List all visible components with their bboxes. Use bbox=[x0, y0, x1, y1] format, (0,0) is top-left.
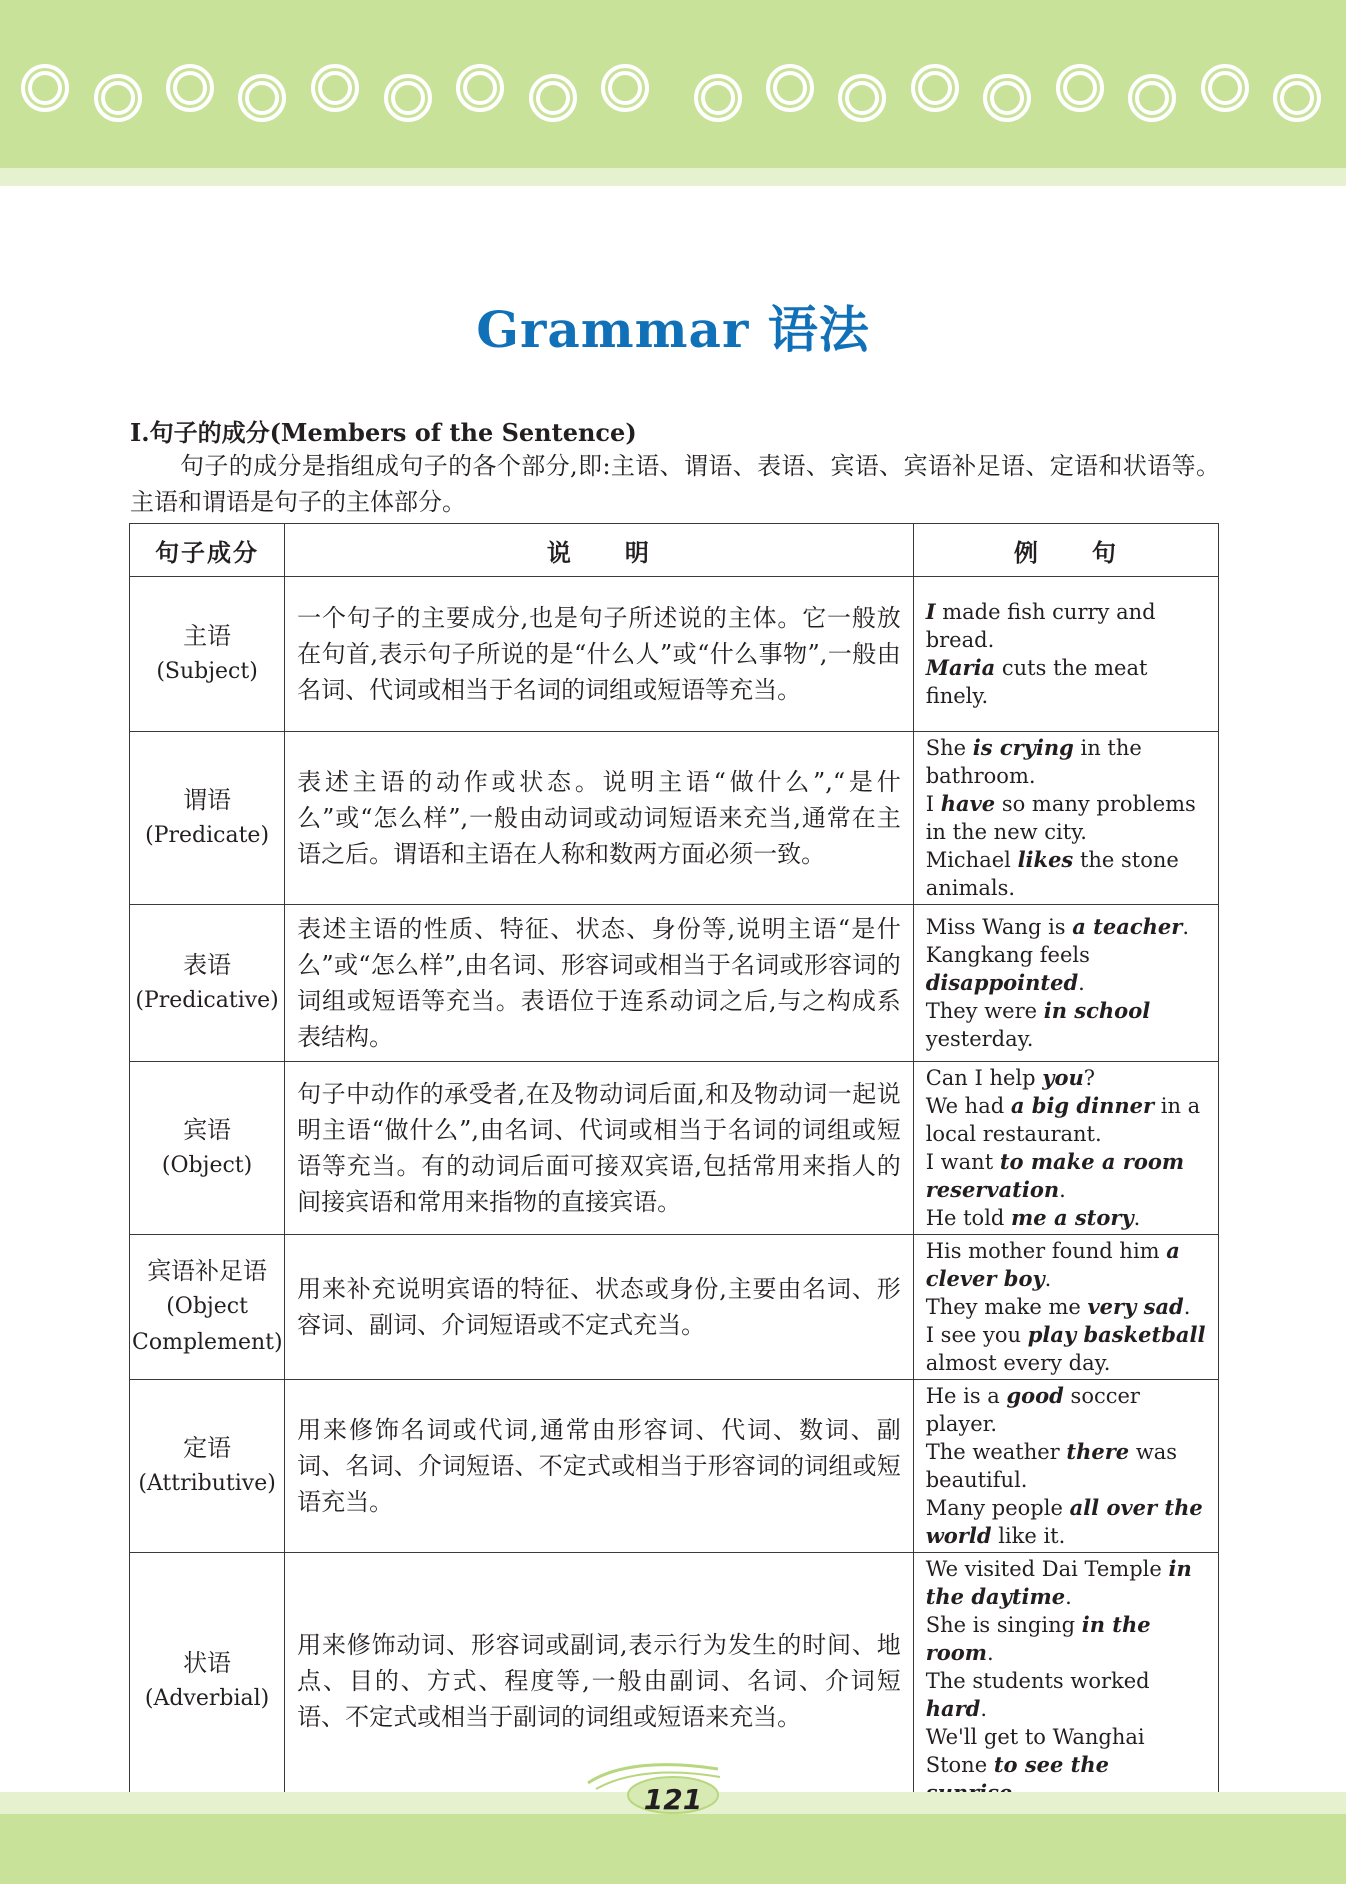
row-term-cell bbox=[130, 1235, 285, 1380]
term-english: (Predicate) bbox=[145, 823, 270, 848]
example-emphasis: hard bbox=[925, 1696, 981, 1721]
example-emphasis: a big dinner bbox=[1010, 1093, 1155, 1118]
example-sentence bbox=[926, 997, 1206, 1053]
table-row bbox=[130, 905, 1219, 1062]
section-heading: Ⅰ.句子的成分(Members of the Sentence) bbox=[130, 418, 637, 447]
example-sentence bbox=[926, 1438, 1206, 1494]
example-sentence bbox=[926, 1293, 1206, 1321]
example-text: We visited Dai Temple bbox=[925, 1557, 1169, 1581]
example-text: They make me bbox=[925, 1295, 1088, 1319]
example-emphasis: disappointed bbox=[925, 970, 1079, 995]
row-term-cell bbox=[130, 1380, 285, 1553]
example-text: yesterday. bbox=[925, 1027, 1034, 1051]
ring-icon bbox=[23, 66, 67, 110]
example-sentence bbox=[926, 654, 1206, 710]
example-text: He is a bbox=[925, 1384, 1007, 1408]
term-chinese: 谓语 bbox=[183, 786, 232, 814]
footer-band bbox=[0, 1814, 1346, 1884]
example-text: We had bbox=[925, 1094, 1011, 1118]
row-examples-cell bbox=[913, 732, 1218, 905]
row-description-cell: 用来修饰动词、形容词或副词,表示行为发生的时间、地点、目的、方式、程度等,一般由副词、名词、介词短语、不定式或相当于副词的词组或短语来充当。 bbox=[285, 1553, 914, 1810]
page-number: 121 bbox=[643, 1783, 703, 1816]
row-term-cell bbox=[130, 905, 285, 1062]
ring-icon bbox=[313, 66, 357, 110]
example-emphasis: very sad bbox=[1087, 1294, 1184, 1319]
example-text: . bbox=[1065, 1585, 1072, 1609]
example-text: was beautiful. bbox=[925, 1440, 1178, 1492]
example-text: Kangkang feels bbox=[925, 943, 1090, 967]
ring-icon bbox=[458, 66, 502, 110]
term-english: (Predicative) bbox=[135, 988, 279, 1013]
example-text: I see you bbox=[925, 1323, 1028, 1347]
example-text: . bbox=[1059, 1178, 1066, 1202]
term-chinese: 状语 bbox=[183, 1649, 232, 1677]
row-description-cell: 表述主语的性质、特征、状态、身份等,说明主语“是什么”或“怎么样”,由名词、形容词或相当于名词或形容词的词组或短语等充当。表语位于连系动词之后,与之构成系表结构。 bbox=[285, 905, 914, 1062]
ring-icon bbox=[240, 76, 284, 120]
row-examples-cell bbox=[913, 577, 1218, 732]
header-rings-decoration bbox=[0, 0, 1346, 168]
ring-icon bbox=[985, 76, 1029, 120]
example-emphasis: to make a room reservation bbox=[925, 1149, 1185, 1202]
example-emphasis: in the room bbox=[925, 1612, 1151, 1665]
example-text: . bbox=[1044, 1267, 1052, 1291]
ring-icon bbox=[96, 76, 140, 120]
example-text: like it. bbox=[991, 1524, 1066, 1548]
example-sentence bbox=[926, 1092, 1206, 1148]
sentence-members-table bbox=[129, 523, 1219, 1810]
example-emphasis: me a story bbox=[1011, 1205, 1134, 1230]
row-description-cell: 用来修饰名词或代词,通常由形容词、代词、数词、副词、名词、介词短语、不定式或相当于形容词的词组或短语充当。 bbox=[285, 1380, 914, 1553]
header-description: 说 明 bbox=[285, 524, 914, 577]
example-text: . bbox=[1078, 971, 1085, 995]
example-text: The students worked bbox=[925, 1669, 1150, 1693]
example-text: in a local restaurant. bbox=[925, 1094, 1201, 1146]
example-emphasis: likes bbox=[1017, 847, 1074, 872]
example-text: His mother found him bbox=[925, 1239, 1167, 1263]
table-row bbox=[130, 732, 1219, 905]
example-sentence bbox=[926, 1321, 1206, 1377]
row-term-cell bbox=[130, 732, 285, 905]
table-header-row bbox=[130, 524, 1219, 577]
example-text: . bbox=[1182, 915, 1190, 939]
term-chinese: 宾语补足语 bbox=[147, 1257, 268, 1285]
example-emphasis: you bbox=[1042, 1065, 1084, 1090]
row-examples-cell bbox=[913, 1235, 1218, 1380]
ring-icon bbox=[913, 66, 957, 110]
row-description-cell: 一个句子的主要成分,也是句子所述说的主体。它一般放在句首,表示句子所说的是“什么人”或“什么事物”,一般由名词、代词或相当于名词的词组或短语等充当。 bbox=[285, 577, 914, 732]
example-emphasis: is crying bbox=[972, 735, 1074, 760]
example-emphasis: in the daytime bbox=[925, 1556, 1192, 1609]
example-sentence bbox=[926, 1667, 1206, 1723]
example-text: We'll get to Wanghai Stone bbox=[925, 1725, 1145, 1777]
example-text: Can I help bbox=[925, 1066, 1043, 1090]
ring-icon bbox=[768, 66, 812, 110]
example-text: I bbox=[925, 792, 941, 816]
term-chinese: 表语 bbox=[183, 951, 232, 979]
row-examples-cell bbox=[913, 1553, 1218, 1810]
example-text: The weather bbox=[925, 1440, 1067, 1464]
example-text: She is singing bbox=[925, 1613, 1082, 1637]
example-sentence bbox=[926, 1064, 1206, 1092]
ring-icon bbox=[386, 76, 430, 120]
table-row bbox=[130, 1235, 1219, 1380]
ring-icon bbox=[603, 66, 647, 110]
example-emphasis: play basketball bbox=[1027, 1322, 1206, 1347]
ring-icon bbox=[1203, 66, 1247, 110]
ring-icon bbox=[840, 76, 884, 120]
term-english: (Adverbial) bbox=[144, 1686, 270, 1711]
example-text: He told bbox=[925, 1206, 1012, 1230]
ring-icon bbox=[1130, 76, 1174, 120]
example-emphasis: good bbox=[1006, 1383, 1064, 1408]
header-stripe bbox=[0, 168, 1346, 186]
example-sentence bbox=[926, 1204, 1206, 1232]
row-examples-cell bbox=[913, 905, 1218, 1062]
example-sentence bbox=[926, 1555, 1206, 1611]
example-sentence bbox=[926, 734, 1206, 790]
ring-icon bbox=[1275, 76, 1319, 120]
table-row bbox=[130, 1062, 1219, 1235]
example-text: made fish curry and bread. bbox=[925, 600, 1156, 652]
example-sentence bbox=[926, 941, 1206, 997]
example-emphasis: have bbox=[940, 791, 996, 816]
example-text: Michael bbox=[925, 848, 1018, 872]
example-text: cuts the meat finely. bbox=[925, 656, 1148, 708]
example-sentence bbox=[926, 790, 1206, 846]
example-text: the stone animals. bbox=[925, 848, 1179, 900]
row-term-cell bbox=[130, 1062, 285, 1235]
example-text: soccer player. bbox=[925, 1384, 1140, 1436]
example-text: They were bbox=[925, 999, 1044, 1023]
row-description-cell: 用来补充说明宾语的特征、状态或身份,主要由名词、形容词、副词、介词短语或不定式充当。 bbox=[285, 1235, 914, 1380]
table-row bbox=[130, 577, 1219, 732]
example-sentence bbox=[926, 1382, 1206, 1438]
example-text: . bbox=[1133, 1206, 1141, 1230]
example-text: Miss Wang is bbox=[925, 915, 1073, 939]
example-sentence bbox=[926, 846, 1206, 902]
example-text: Many people bbox=[925, 1496, 1070, 1520]
example-emphasis: a clever boy bbox=[925, 1238, 1180, 1291]
row-term-cell bbox=[130, 577, 285, 732]
row-term-cell bbox=[130, 1553, 285, 1810]
example-text: She bbox=[925, 736, 973, 760]
ring-icon bbox=[168, 66, 212, 110]
example-text: . bbox=[980, 1697, 988, 1721]
row-examples-cell bbox=[913, 1380, 1218, 1553]
header-term: 句子成分 bbox=[130, 524, 285, 577]
example-sentence bbox=[926, 598, 1206, 654]
example-sentence bbox=[926, 1148, 1206, 1204]
section-intro: 句子的成分是指组成句子的各个部分,即:主语、谓语、表语、宾语、宾语补足语、定语和状语等。主语和谓语是句子的主体部分。 bbox=[130, 452, 1220, 516]
term-chinese: 定语 bbox=[183, 1434, 232, 1462]
row-description-cell: 表述主语的动作或状态。说明主语“做什么”,“是什么”或“怎么样”,一般由动词或动词短语来充当,通常在主语之后。谓语和主语在人称和数两方面必须一致。 bbox=[285, 732, 914, 905]
example-emphasis: I bbox=[925, 599, 936, 624]
example-text: . bbox=[987, 1641, 994, 1665]
example-text: . bbox=[1183, 1295, 1191, 1319]
ring-icon bbox=[1058, 66, 1102, 110]
example-sentence bbox=[926, 1494, 1206, 1550]
example-text: ? bbox=[1083, 1066, 1095, 1090]
example-sentence bbox=[926, 1237, 1206, 1293]
example-text: almost every day. bbox=[925, 1351, 1111, 1375]
row-description-cell: 句子中动作的承受者,在及物动词后面,和及物动词一起说明主语“做什么”,由名词、代词或相当于名词的词组或短语等充当。有的动词后面可接双宾语,包括常用来指人的间接宾语和常用来指物的直接宾语。 bbox=[285, 1062, 914, 1235]
table-body bbox=[130, 577, 1219, 1810]
example-emphasis: Maria bbox=[925, 655, 996, 680]
header-examples: 例 句 bbox=[913, 524, 1218, 577]
term-english: (Subject) bbox=[156, 659, 258, 684]
page-title: Grammar 语法 bbox=[476, 300, 870, 359]
example-emphasis: there bbox=[1066, 1439, 1130, 1464]
term-english: (Object) bbox=[161, 1153, 253, 1178]
term-chinese: 宾语 bbox=[183, 1116, 232, 1144]
example-sentence bbox=[926, 1611, 1206, 1667]
example-sentence bbox=[926, 913, 1206, 941]
example-emphasis: a teacher bbox=[1072, 914, 1183, 939]
example-emphasis: to see the bbox=[993, 1752, 1110, 1777]
term-english: (Attributive) bbox=[138, 1471, 276, 1496]
example-text: in the bathroom. bbox=[925, 736, 1142, 788]
ring-icon bbox=[696, 76, 740, 120]
example-emphasis: all over the world bbox=[925, 1495, 1203, 1548]
term-chinese: 主语 bbox=[183, 622, 232, 650]
example-text: so many problems in the new city. bbox=[925, 792, 1196, 844]
example-emphasis: in school bbox=[1043, 998, 1151, 1023]
row-examples-cell bbox=[913, 1062, 1218, 1235]
table-row bbox=[130, 1380, 1219, 1553]
example-text: I want bbox=[925, 1150, 1000, 1174]
term-english: (Object Complement) bbox=[132, 1294, 283, 1355]
ring-icon bbox=[531, 76, 575, 120]
